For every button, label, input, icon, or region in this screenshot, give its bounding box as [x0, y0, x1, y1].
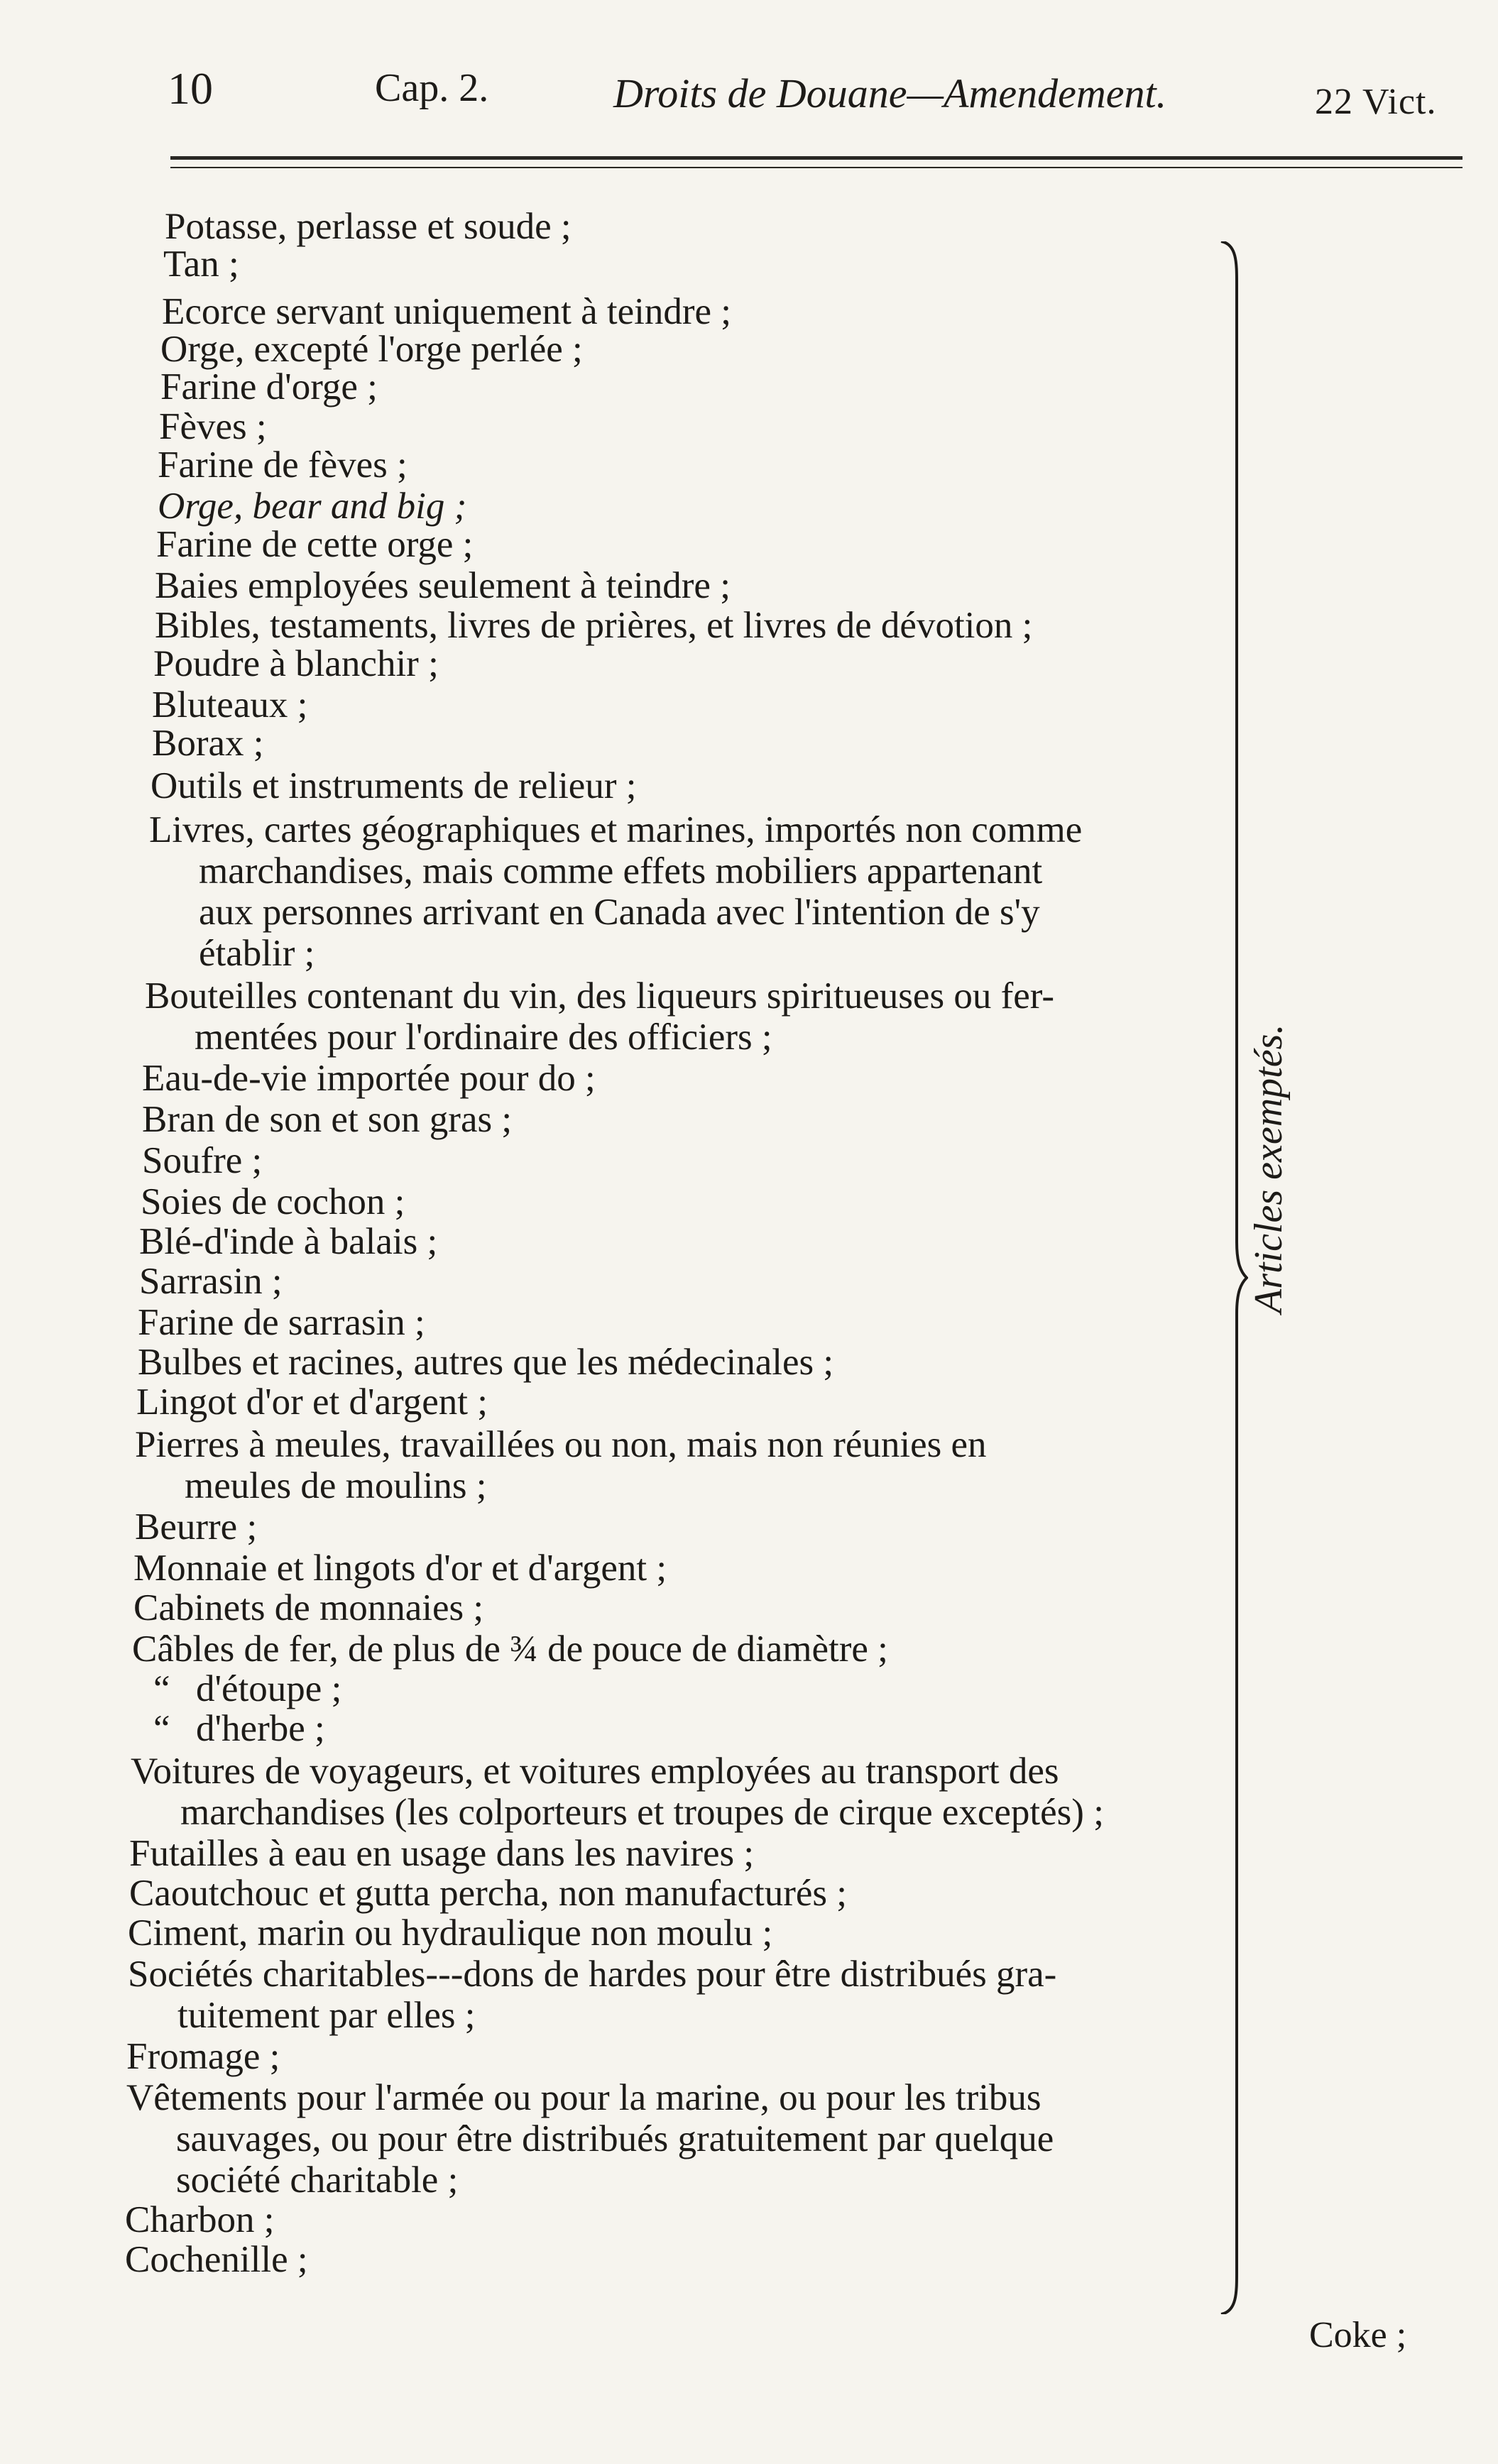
list-item: Câbles de fer, de plus de ¾ de pouce de diamètre ;: [132, 1628, 888, 1670]
list-item: Sociétés charitables---dons de hardes pour être distribués gra- tuitement par elles ;: [128, 1954, 1057, 2036]
right-brace: [1218, 241, 1248, 2314]
list-item: Caoutchouc et gutta percha, non manufacturés ;: [129, 1873, 848, 1914]
list-item: Bibles, testaments, livres de prières, et livres de dévotion ;: [155, 605, 1033, 646]
bracket-label: Articles exemptés.: [1247, 1024, 1291, 1313]
list-item: Farine de cette orge ;: [156, 524, 474, 565]
list-item: Cochenille ;: [125, 2239, 308, 2280]
list-item: Farine de sarrasin ;: [138, 1302, 425, 1343]
list-item: Fromage ;: [126, 2036, 280, 2077]
list-item: “ d'herbe ;: [132, 1708, 325, 1749]
regnal-year: 22 Vict.: [1315, 82, 1437, 122]
list-item: Baies employées seulement à teindre ;: [155, 565, 731, 606]
list-item: Farine d'orge ;: [160, 366, 378, 407]
list-item: Bulbes et racines, autres que les médecinales ;: [138, 1342, 834, 1383]
list-item: Bluteaux ;: [152, 684, 308, 725]
ditto-mark: “: [153, 1668, 170, 1709]
list-item: Lingot d'or et d'argent ;: [136, 1381, 488, 1423]
ditto-mark: “: [153, 1708, 170, 1749]
list-item: Ecorce servant uniquement à teindre ;: [162, 291, 732, 332]
list-item: Beurre ;: [135, 1506, 258, 1548]
list-item: Vêtements pour l'armée ou pour la marine, ou pour les tribus sauvages, ou pour être distribués gratuitement par quelque société charitable ;: [126, 2077, 1054, 2201]
list-item: Outils et instruments de relieur ;: [151, 765, 637, 806]
list-item: Poudre à blanchir ;: [153, 643, 439, 684]
list-item: Blé-d'inde à balais ;: [139, 1221, 438, 1262]
list-item: Borax ;: [152, 723, 264, 764]
footer-item: Coke ;: [1309, 2315, 1407, 2355]
running-title: Droits de Douane—Amendement.: [613, 70, 1167, 116]
list-item: Orge, bear and big ;: [158, 486, 467, 527]
list-item: Charbon ;: [125, 2199, 275, 2240]
list-item: Ciment, marin ou hydraulique non moulu ;: [128, 1912, 773, 1954]
list-item: Bouteilles contenant du vin, des liqueurs spiritueuses ou fer- mentées pour l'ordinaire des officiers ;: [145, 975, 1054, 1058]
page-number: 10: [168, 63, 213, 114]
list-item: “ d'étoupe ;: [132, 1668, 341, 1709]
list-item: Cabinets de monnaies ;: [133, 1587, 484, 1628]
list-item: Orge, excepté l'orge perlée ;: [160, 329, 583, 370]
list-item: Fèves ;: [159, 406, 267, 447]
list-item: Eau-de-vie importée pour do ;: [142, 1058, 596, 1099]
list-item: Voitures de voyageurs, et voitures employées au transport des marchandises (les colporteurs et troupes de cirque exceptés) ;: [131, 1751, 1104, 1833]
list-item: Farine de fèves ;: [158, 444, 408, 486]
list-item: Futailles à eau en usage dans les navires ;: [129, 1833, 755, 1874]
list-item: Potasse, perlasse et soude ;: [165, 206, 572, 247]
list-item: Soies de cochon ;: [141, 1181, 405, 1222]
list-item: Bran de son et son gras ;: [142, 1099, 513, 1140]
list-item: Livres, cartes géographiques et marines, importés non comme marchandises, mais comme effets mobiliers appartenant aux personnes arrivant en Canada avec l'intention de s'y établir ;: [149, 809, 1083, 974]
chapter-label: Cap. 2.: [375, 66, 489, 110]
list-item: Sarrasin ;: [139, 1261, 283, 1302]
list-item: Pierres à meules, travaillées ou non, mais non réunies en meules de moulins ;: [135, 1424, 987, 1506]
list-item: Monnaie et lingots d'or et d'argent ;: [133, 1548, 667, 1589]
list-item: Soufre ;: [142, 1140, 263, 1181]
list-item: Tan ;: [163, 243, 239, 285]
